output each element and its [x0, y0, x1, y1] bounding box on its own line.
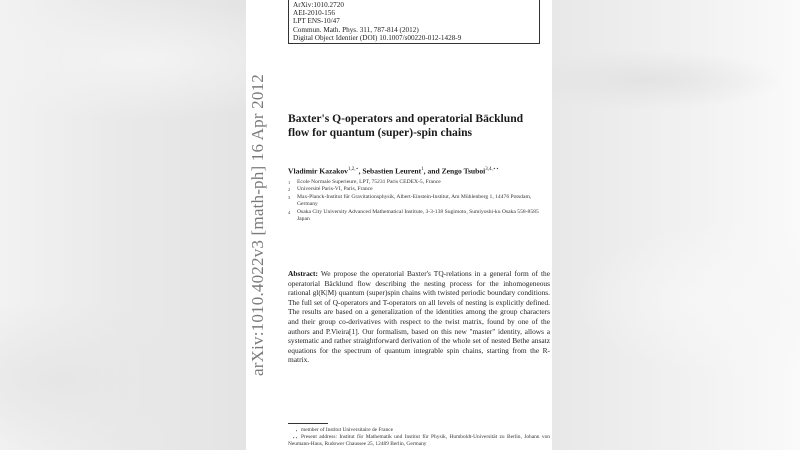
abstract-text: We propose the operatorial Baxter's TQ-relations in a general form of the operatorial Bäcklund flow describing the nesting process for the inhomogeneous rational gl(K|M) quantum (super)spin chains with twisted periodic boundary conditions. The full set of Q-operators and T-operators on all levels of nesting is explicitly defined. The results are based on a generalization of the identities among the group characters and their group co-derivatives with respect to the twist matrix, found by one of the authors and P.Vieira[1]. Our formalism, based on this new "master" identity, allows a systematic and rather straightforward derivation of the whole set of nested Bethe ansatz equations for the spectrum of quantum integrable spin chains, starting from the R-matrix. — [288, 269, 550, 365]
blurred-background-right — [552, 0, 800, 450]
author-name: Zengo Tsuboi — [441, 166, 486, 176]
author-separator: , — [358, 166, 363, 176]
info-line: AEI-2010-156 — [293, 9, 335, 18]
footnote-mark: ⋆ — [295, 428, 298, 433]
info-line: ArXiv:1010.2720 — [293, 1, 344, 9]
title-line: flow for quantum (super)-spin chains — [288, 126, 473, 139]
blurred-background-left — [0, 0, 246, 450]
title-line: Baxter's Q-operators and operatorial Bäcklund — [288, 112, 524, 125]
author-name: Sebastien Leurent — [362, 166, 422, 176]
info-line: Commun. Math. Phys. 311, 787-814 (2012) — [293, 25, 419, 34]
arxiv-identifier-stamp: arXiv:1010.4022v3 [math-ph] 16 Apr 2012 — [248, 74, 267, 376]
author-name: Vladimir Kazakov — [288, 166, 348, 176]
affiliation — [288, 179, 550, 186]
affiliation-text: Max-Planck-Institut für Gravitationsphysik, Albert-Einstein-Institut, Am Mühlenberg 1, 14476 Potsdam, Germany — [297, 193, 532, 208]
author-list — [288, 166, 550, 176]
info-line: LPT ENS-10/47 — [293, 17, 340, 26]
footnote-text: Present address: Institut für Mathematik und Institut für Physik, Humboldt-Universität zu Berlin, Johann von Neumann-Haus, Rudower Chaussee 25, 12489 Berlin, Germany — [288, 434, 550, 448]
affiliation-text: Ecole Normale Superieure, LPT, 75231 Paris CEDEX-5, France — [297, 179, 441, 185]
affiliation — [288, 194, 550, 209]
footnote — [288, 434, 550, 448]
affiliation-number: 4 — [288, 209, 291, 215]
author-marks: 1,2,⋆ — [347, 167, 359, 172]
paper-title — [288, 112, 550, 140]
footnote-rule — [288, 423, 328, 424]
author-marks: 1 — [421, 167, 424, 172]
affiliation — [288, 209, 550, 224]
info-line: Digital Object Identier (DOI) 10.1007/s00220-012-1428-9 — [293, 33, 462, 42]
paper-page — [246, 0, 552, 450]
footnotes — [288, 427, 550, 449]
abstract-label: Abstract: — [288, 269, 318, 278]
author-separator: , and — [423, 166, 442, 176]
abstract — [288, 269, 550, 365]
affiliation-number: 2 — [288, 187, 291, 193]
affiliation-text: Osaka City University Advanced Mathematical Institute, 3-3-138 Sugimoto, Sumiyoshi-ku Osaka 558-8585 Japan — [297, 208, 539, 223]
affiliation — [288, 186, 550, 193]
footnote-text: member of Institut Universitaire de France — [301, 427, 394, 433]
affiliation-number: 1 — [288, 180, 291, 185]
footnote-mark: ⋆⋆ — [292, 435, 298, 441]
affiliation-list — [288, 179, 550, 223]
author-marks: 3,4,⋆⋆ — [485, 167, 500, 172]
affiliation-text: Université Paris-VI, Paris, France — [297, 186, 373, 193]
preprint-info-box — [288, 0, 540, 44]
affiliation-number: 3 — [288, 194, 291, 200]
